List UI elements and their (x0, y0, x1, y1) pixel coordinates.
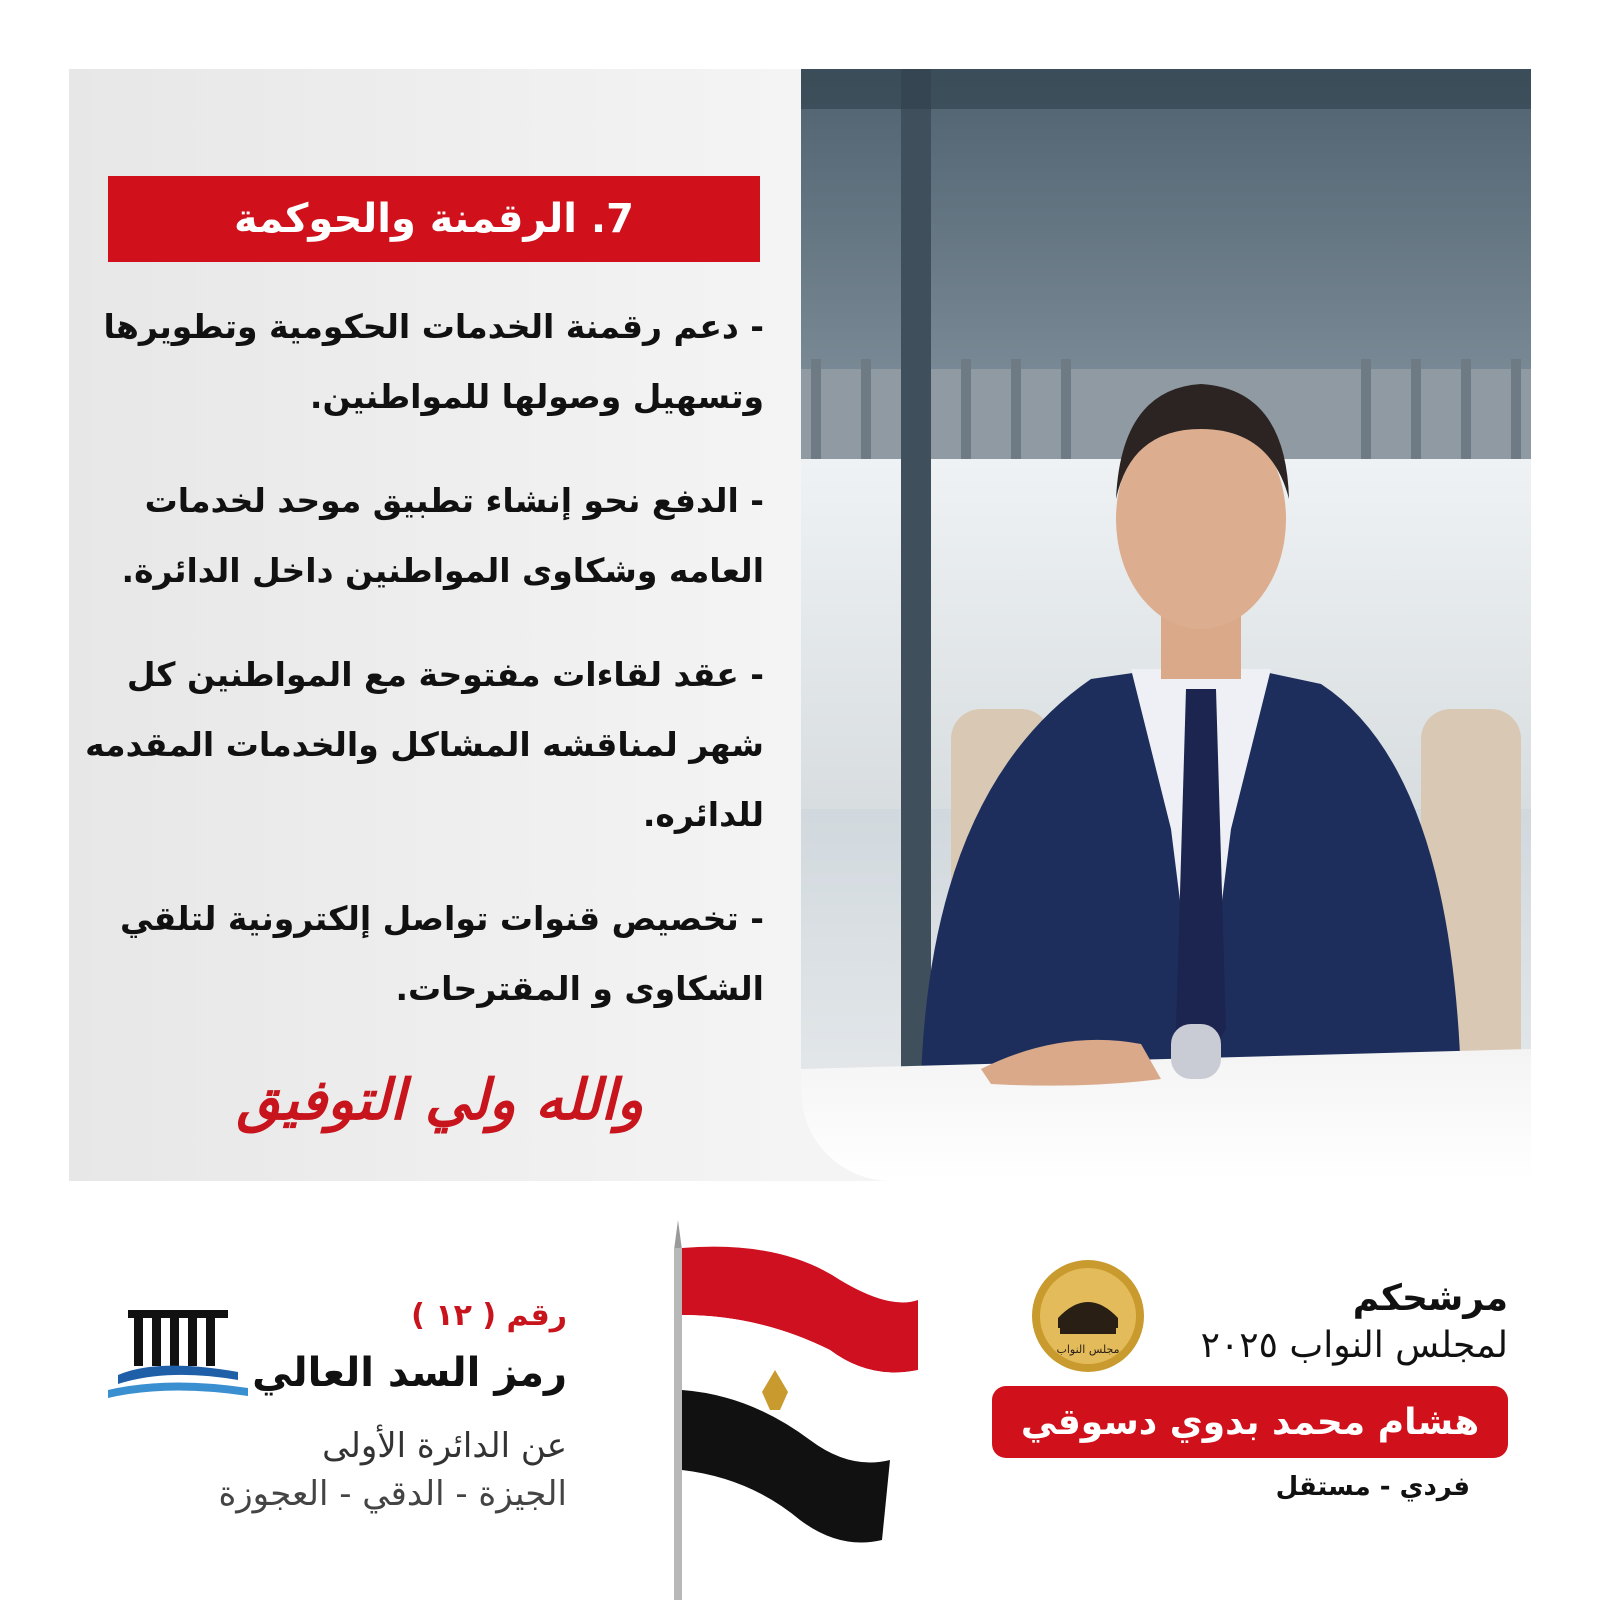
candidate-lead: مرشحكم (1352, 1278, 1508, 1319)
parliament-badge-icon (1030, 1258, 1146, 1374)
dam-icon (108, 1300, 248, 1410)
badge-text: مجلس النواب (1056, 1343, 1120, 1356)
symbol-name: رمز السد العالي (252, 1350, 567, 1396)
circuit-label: عن الدائرة الأولى (322, 1426, 567, 1466)
candidate-photo (801, 69, 1531, 1181)
candidate-name: هشام محمد بدوي دسوقي (992, 1386, 1508, 1458)
symbol-number: رقم ( ١٢ ) (411, 1298, 567, 1333)
egypt-flag-icon (660, 1220, 950, 1600)
bullet-item: - عقد لقاءات مفتوحة مع المواطنين كل شهر لمناقشه المشاكل والخدمات المقدمه للدائره. (85, 655, 764, 834)
section-heading: 7. الرقمنة والحوكمة (108, 176, 760, 262)
bullet-item: - الدفع نحو إنشاء تطبيق موحد لخدمات العامه وشكاوى المواطنين داخل الدائرة. (121, 481, 764, 590)
closing-calligraphy: والله ولي التوفيق (236, 1067, 644, 1133)
bullet-item: - دعم رقمنة الخدمات الحكومية وتطويرها وتسهيل وصولها للمواطنين. (103, 307, 764, 416)
candidate-parliament: لمجلس النواب ٢٠٢٥ (1200, 1325, 1508, 1366)
candidate-type: فردي - مستقل (1275, 1472, 1470, 1502)
bullet-item: - تخصيص قنوات تواصل إلكترونية لتلقي الشكاوى و المقترحات. (119, 899, 764, 1008)
circuit-areas: الجيزة - الدقي - العجوزة (218, 1474, 567, 1514)
bullet-list (80, 292, 764, 1058)
